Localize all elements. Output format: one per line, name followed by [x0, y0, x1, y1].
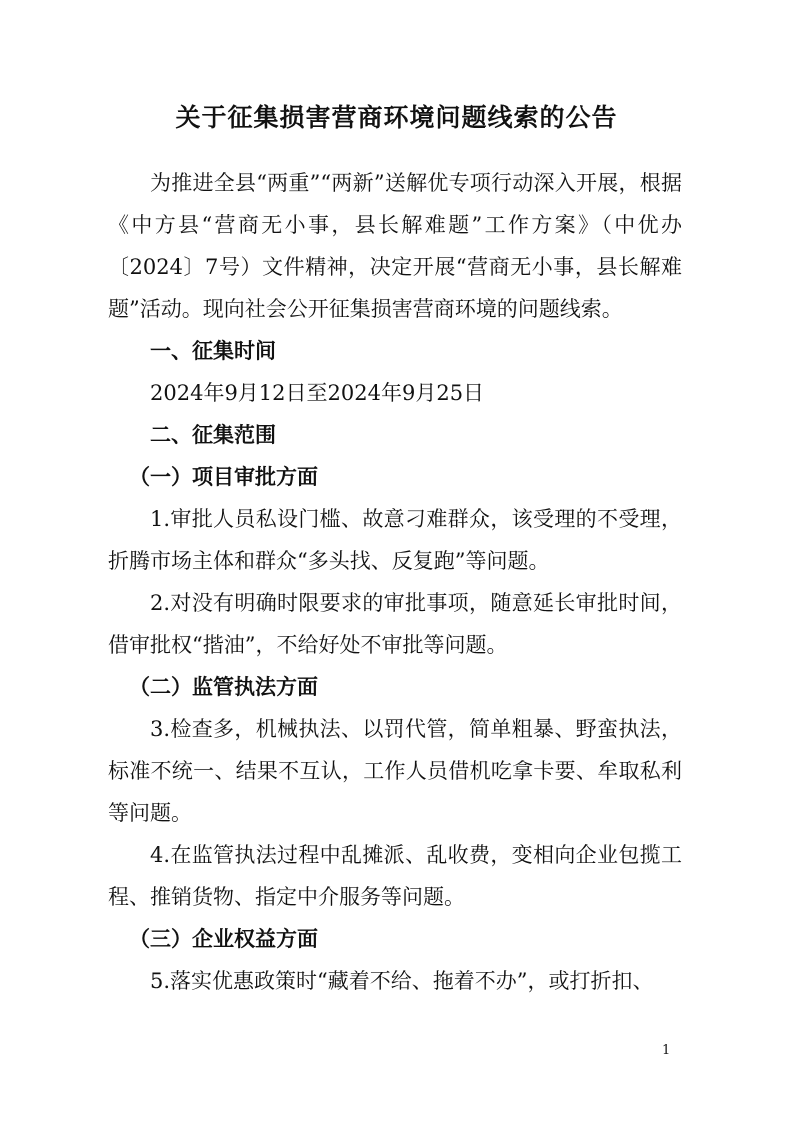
section1-heading: 一、征集时间	[150, 339, 276, 363]
item-2: 2.对没有明确时限要求的审批事项，随意延长审批时间，借审批权“揩油”，不给好处不审批等问题。	[108, 591, 682, 657]
item-4: 4.在监管执法过程中乱摊派、乱收费，变相向企业包揽工程、推销货物、指定中介服务等问题。	[108, 843, 682, 909]
document-title: 关于征集损害营商环境问题线索的公告	[175, 103, 618, 132]
document-body	[108, 162, 682, 1002]
subsection3-heading: （三）企业权益方面	[129, 927, 318, 951]
subsection2-heading: （二）监管执法方面	[129, 675, 318, 699]
section1-text: 2024年9月12日至2024年9月25日	[150, 381, 485, 405]
item-3: 3.检查多，机械执法、以罚代管，简单粗暴、野蛮执法，标准不统一、结果不互认，工作人员借机吃拿卡要、牟取私利等问题。	[108, 717, 682, 825]
page-number: 1	[662, 1043, 671, 1058]
section2-heading: 二、征集范围	[150, 423, 276, 447]
item-1: 1.审批人员私设门槛、故意刁难群众，该受理的不受理，折腾市场主体和群众“多头找、反复跑”等问题。	[108, 507, 682, 573]
subsection1-heading: （一）项目审批方面	[129, 465, 318, 489]
intro-paragraph: 为推进全县“两重”“两新”送解优专项行动深入开展，根据《中方县“营商无小事，县长解难题”工作方案》（中优办〔2024〕7号）文件精神，决定开展“营商无小事，县长解难题”活动。现向社会公开征集损害营商环境的问题线索。	[108, 171, 682, 321]
item-5: 5.落实优惠政策时“藏着不给、拖着不办”，或打折扣、	[150, 969, 654, 993]
